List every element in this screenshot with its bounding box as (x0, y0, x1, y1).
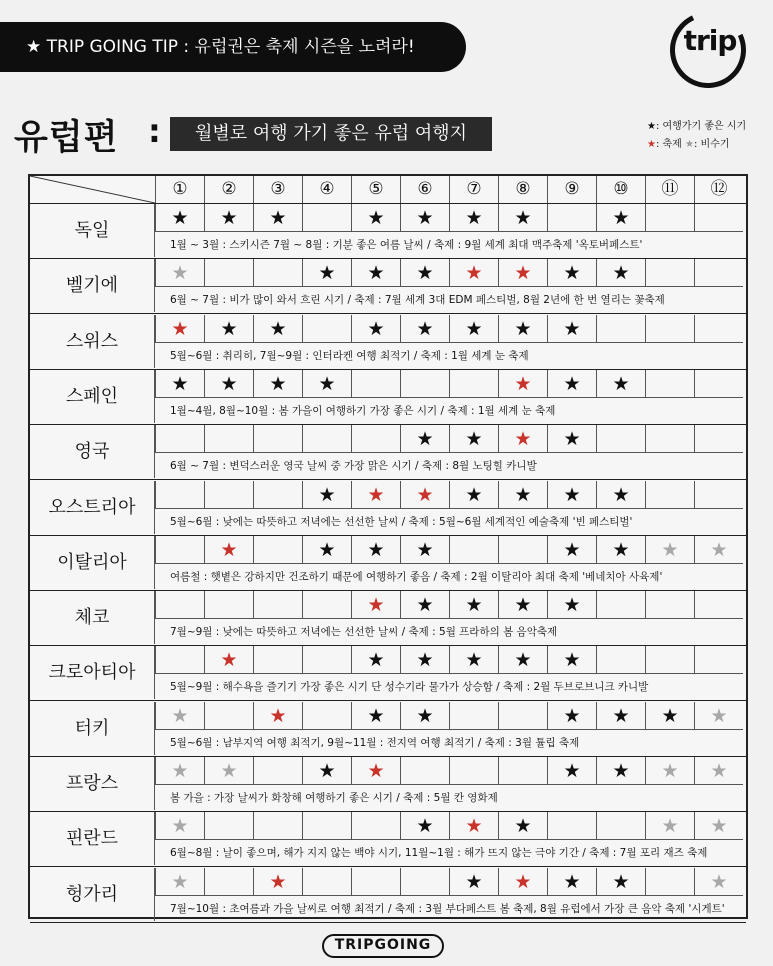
empty-month-cell (155, 536, 204, 564)
empty-month-cell (302, 204, 351, 232)
legend (647, 118, 746, 154)
region-title: 유럽편 (14, 118, 119, 158)
star-icon: ★ (302, 259, 351, 287)
empty-month-cell (155, 646, 204, 674)
empty-month-cell (253, 425, 302, 453)
empty-month-cell (596, 591, 645, 619)
country-row (30, 646, 746, 701)
star-icon: ★ (351, 757, 400, 785)
star-icon: ★ (547, 425, 596, 453)
empty-month-cell (253, 757, 302, 785)
star-icon: ★ (498, 425, 547, 453)
star-icon: ★ (155, 315, 204, 343)
star-icon: ★ (351, 536, 400, 564)
empty-month-cell (253, 591, 302, 619)
country-name: 터키 (30, 702, 155, 755)
empty-month-cell (449, 536, 498, 564)
page-subtitle: 월별로 여행 가기 좋은 유럽 여행지 (170, 117, 492, 151)
empty-month-cell (302, 315, 351, 343)
empty-month-cell (400, 868, 449, 896)
legend-festival-star: ★ (647, 139, 656, 150)
month-header: ⑧ (498, 176, 547, 203)
empty-month-cell (694, 204, 743, 232)
star-icon: ★ (253, 702, 302, 730)
star-icon: ★ (596, 370, 645, 398)
star-icon: ★ (449, 591, 498, 619)
country-note: 1월 ~ 3월 : 스키시즌 7월 ~ 8월 : 기분 좋은 여름 날씨 / 축제 : 9월 세계 최대 맥주축제 '옥토버페스트' (170, 239, 643, 251)
month-header: ⑥ (400, 176, 449, 203)
month-header: ⑪ (645, 176, 694, 203)
star-icon: ★ (253, 204, 302, 232)
legend-good-star: ★ (647, 121, 656, 132)
star-icon: ★ (204, 370, 253, 398)
star-icon: ★ (498, 868, 547, 896)
star-icon: ★ (547, 646, 596, 674)
star-icon: ★ (302, 536, 351, 564)
star-icon: ★ (498, 591, 547, 619)
empty-month-cell (204, 425, 253, 453)
country-row (30, 757, 746, 812)
tip-banner: ★ TRIP GOING TIP : 유럽권은 축제 시즌을 노려라! (0, 22, 466, 72)
star-icon: ★ (253, 370, 302, 398)
star-icon: ★ (694, 812, 743, 840)
star-icon: ★ (302, 757, 351, 785)
empty-month-cell (449, 370, 498, 398)
star-icon: ★ (302, 481, 351, 509)
empty-month-cell (302, 425, 351, 453)
star-icon: ★ (449, 812, 498, 840)
star-icon: ★ (645, 536, 694, 564)
month-header: ⑩ (596, 176, 645, 203)
empty-month-cell (449, 702, 498, 730)
empty-month-cell (253, 646, 302, 674)
empty-month-cell (694, 646, 743, 674)
country-note: 5월~9월 : 해수욕을 즐기기 가장 좋은 시기 단 성수기라 물가가 상승함 / 축제 : 2월 두브로브니크 카니발 (170, 681, 649, 694)
country-row (30, 481, 746, 536)
star-icon: ★ (155, 868, 204, 896)
country-note: 5월~6월 : 남부지역 여행 최적기, 9월~11월 : 전지역 여행 최적기 / 축제 : 3월 튤립 축제 (170, 736, 580, 749)
country-name: 이탈리아 (30, 536, 155, 589)
star-icon: ★ (155, 204, 204, 232)
star-icon: ★ (547, 536, 596, 564)
legend-festival-label: : 축제 (655, 139, 682, 150)
star-icon: ★ (400, 646, 449, 674)
star-icon: ★ (498, 204, 547, 232)
star-icon: ★ (155, 259, 204, 287)
empty-month-cell (498, 702, 547, 730)
star-icon: ★ (400, 702, 449, 730)
empty-month-cell (400, 370, 449, 398)
star-icon: ★ (449, 868, 498, 896)
star-icon: ★ (449, 481, 498, 509)
empty-month-cell (302, 646, 351, 674)
empty-month-cell (596, 315, 645, 343)
empty-month-cell (155, 425, 204, 453)
empty-month-cell (645, 259, 694, 287)
star-icon: ★ (498, 370, 547, 398)
empty-month-cell (596, 425, 645, 453)
country-name: 크로아티아 (30, 646, 155, 699)
star-icon: ★ (645, 757, 694, 785)
star-icon: ★ (204, 315, 253, 343)
empty-month-cell (645, 646, 694, 674)
month-header: ② (204, 176, 253, 203)
star-icon: ★ (498, 259, 547, 287)
legend-offseason-star: ★ (685, 139, 694, 150)
tripgoing-footer-logo: TRIPGOING (322, 934, 444, 958)
star-icon: ★ (400, 259, 449, 287)
country-row (30, 591, 746, 646)
star-icon: ★ (645, 702, 694, 730)
star-icon: ★ (253, 868, 302, 896)
country-name: 영국 (30, 425, 155, 478)
country-row (30, 370, 746, 425)
empty-month-cell (645, 868, 694, 896)
country-note: 5월~6월 : 낮에는 따뜻하고 저녁에는 선선한 날씨 / 축제 : 5월~6월 세계적인 예술축제 '빈 페스티벌' (170, 515, 633, 528)
month-header: ④ (302, 176, 351, 203)
month-header: ⑫ (694, 176, 743, 203)
empty-month-cell (498, 757, 547, 785)
empty-month-cell (596, 812, 645, 840)
star-icon: ★ (694, 757, 743, 785)
month-header: ① (155, 176, 204, 203)
empty-month-cell (694, 259, 743, 287)
empty-month-cell (694, 591, 743, 619)
star-icon: ★ (547, 757, 596, 785)
star-icon: ★ (400, 204, 449, 232)
star-icon: ★ (449, 646, 498, 674)
legend-festival-offseason (647, 136, 746, 154)
empty-month-cell (645, 315, 694, 343)
empty-month-cell (204, 702, 253, 730)
empty-month-cell (253, 481, 302, 509)
trip-logo-text: trip (683, 24, 737, 57)
country-note: 봄 가을 : 가장 날씨가 화창해 여행하기 좋은 시기 / 축제 : 5월 칸 영화제 (170, 792, 498, 804)
legend-offseason-label: : 비수기 (694, 139, 730, 150)
empty-month-cell (645, 204, 694, 232)
empty-month-cell (694, 370, 743, 398)
country-row (30, 315, 746, 370)
month-header: ③ (253, 176, 302, 203)
country-row (30, 812, 746, 867)
star-icon: ★ (547, 315, 596, 343)
empty-month-cell (645, 370, 694, 398)
star-icon: ★ (498, 315, 547, 343)
legend-good (647, 118, 746, 136)
empty-month-cell (302, 702, 351, 730)
empty-month-cell (302, 868, 351, 896)
star-icon: ★ (596, 536, 645, 564)
star-icon: ★ (498, 812, 547, 840)
star-icon: ★ (694, 536, 743, 564)
country-note: 여름철 : 햇볕은 강하지만 건조하기 때문에 여행하기 좋음 / 축제 : 2월 이탈리아 최대 축제 '베네치아 사육제' (170, 570, 663, 583)
star-icon: ★ (596, 481, 645, 509)
star-icon: ★ (449, 315, 498, 343)
star-icon: ★ (596, 204, 645, 232)
star-icon: ★ (596, 868, 645, 896)
country-row (30, 425, 746, 480)
star-icon: ★ (351, 702, 400, 730)
country-note: 7월~10월 : 초여름과 가을 날씨로 여행 최적기 / 축제 : 3월 부다페스트 봄 축제, 8월 유럽에서 가장 큰 음악 축제 '시게트' (170, 902, 725, 915)
empty-month-cell (155, 481, 204, 509)
empty-month-cell (351, 370, 400, 398)
star-icon: ★ (302, 370, 351, 398)
empty-month-cell (253, 259, 302, 287)
legend-good-label: : 여행가기 좋은 시기 (655, 121, 747, 132)
country-name: 독일 (30, 204, 155, 257)
country-name: 스위스 (30, 315, 155, 368)
empty-month-cell (547, 204, 596, 232)
empty-month-cell (204, 868, 253, 896)
star-icon: ★ (596, 757, 645, 785)
empty-month-cell (400, 757, 449, 785)
star-icon: ★ (400, 425, 449, 453)
country-note: 5월~6월 : 취리히, 7월~9월 : 인터라켄 여행 최적기 / 축제 : 1월 세계 눈 축제 (170, 349, 529, 362)
country-name: 스페인 (30, 370, 155, 423)
star-icon: ★ (253, 315, 302, 343)
country-name: 오스트리아 (30, 481, 155, 534)
month-header: ⑨ (547, 176, 596, 203)
country-row (30, 204, 746, 259)
star-icon: ★ (155, 812, 204, 840)
empty-month-cell (302, 812, 351, 840)
empty-month-cell (351, 868, 400, 896)
country-name: 핀란드 (30, 812, 155, 865)
star-icon: ★ (449, 204, 498, 232)
country-name: 벨기에 (30, 259, 155, 312)
star-icon: ★ (351, 204, 400, 232)
empty-month-cell (547, 812, 596, 840)
country-note: 6월 ~ 7월 : 변덕스러운 영국 날씨 중 가장 맑은 시기 / 축제 : 8월 노팅힐 카니발 (170, 460, 537, 473)
empty-month-cell (645, 425, 694, 453)
empty-month-cell (694, 315, 743, 343)
star-icon: ★ (449, 425, 498, 453)
month-header-row (30, 176, 746, 204)
empty-month-cell (596, 646, 645, 674)
country-row (30, 868, 746, 923)
star-icon: ★ (498, 481, 547, 509)
star-icon: ★ (351, 259, 400, 287)
country-row (30, 259, 746, 314)
country-note: 7월~9월 : 낮에는 따뜻하고 저녁에는 선선한 날씨 / 축제 : 5월 프라하의 봄 음악축제 (170, 626, 558, 639)
country-name: 프랑스 (30, 757, 155, 810)
country-row (30, 536, 746, 591)
star-icon: ★ (547, 868, 596, 896)
star-icon: ★ (547, 481, 596, 509)
star-icon: ★ (547, 370, 596, 398)
star-icon: ★ (694, 702, 743, 730)
empty-month-cell (351, 425, 400, 453)
star-icon: ★ (547, 702, 596, 730)
star-icon: ★ (204, 204, 253, 232)
star-icon: ★ (351, 481, 400, 509)
star-icon: ★ (351, 315, 400, 343)
star-icon: ★ (400, 315, 449, 343)
star-icon: ★ (400, 481, 449, 509)
country-note: 1월~4월, 8월~10월 : 봄 가을이 여행하기 가장 좋은 시기 / 축제 : 1월 세계 눈 축제 (170, 404, 556, 417)
empty-month-cell (449, 757, 498, 785)
empty-month-cell (498, 536, 547, 564)
empty-month-cell (645, 591, 694, 619)
country-name: 체코 (30, 591, 155, 644)
empty-month-cell (351, 812, 400, 840)
empty-month-cell (204, 812, 253, 840)
region-colon: : (148, 112, 161, 150)
star-icon: ★ (155, 370, 204, 398)
star-icon: ★ (155, 757, 204, 785)
empty-month-cell (155, 591, 204, 619)
star-icon: ★ (400, 536, 449, 564)
star-icon: ★ (400, 812, 449, 840)
month-header: ⑤ (351, 176, 400, 203)
season-table (28, 174, 748, 919)
star-icon: ★ (645, 812, 694, 840)
star-icon: ★ (204, 757, 253, 785)
star-icon: ★ (547, 259, 596, 287)
star-icon: ★ (596, 702, 645, 730)
empty-month-cell (694, 481, 743, 509)
header-diagonal-line (30, 176, 155, 203)
country-note: 6월 ~ 7월 : 비가 많이 와서 흐린 시기 / 축제 : 7월 세계 3대 EDM 페스티벌, 8월 2년에 한 번 열리는 꽃축제 (170, 294, 665, 307)
empty-month-cell (204, 259, 253, 287)
star-icon: ★ (400, 591, 449, 619)
month-header: ⑦ (449, 176, 498, 203)
empty-month-cell (204, 481, 253, 509)
country-note: 6월~8월 : 날이 좋으며, 해가 지지 않는 백야 시기, 11월~1월 : 해가 뜨지 않는 극야 기간 / 축제 : 7월 포리 재즈 축제 (170, 847, 708, 860)
star-icon: ★ (204, 646, 253, 674)
country-row (30, 702, 746, 757)
star-icon: ★ (498, 646, 547, 674)
empty-month-cell (204, 591, 253, 619)
empty-month-cell (253, 536, 302, 564)
empty-month-cell (694, 425, 743, 453)
star-icon: ★ (155, 702, 204, 730)
star-icon: ★ (547, 591, 596, 619)
star-icon: ★ (449, 259, 498, 287)
empty-month-cell (302, 591, 351, 619)
star-icon: ★ (351, 646, 400, 674)
empty-month-cell (253, 812, 302, 840)
star-icon: ★ (351, 591, 400, 619)
star-icon: ★ (596, 259, 645, 287)
star-icon: ★ (694, 868, 743, 896)
empty-month-cell (645, 481, 694, 509)
star-icon: ★ (204, 536, 253, 564)
country-name: 헝가리 (30, 868, 155, 921)
